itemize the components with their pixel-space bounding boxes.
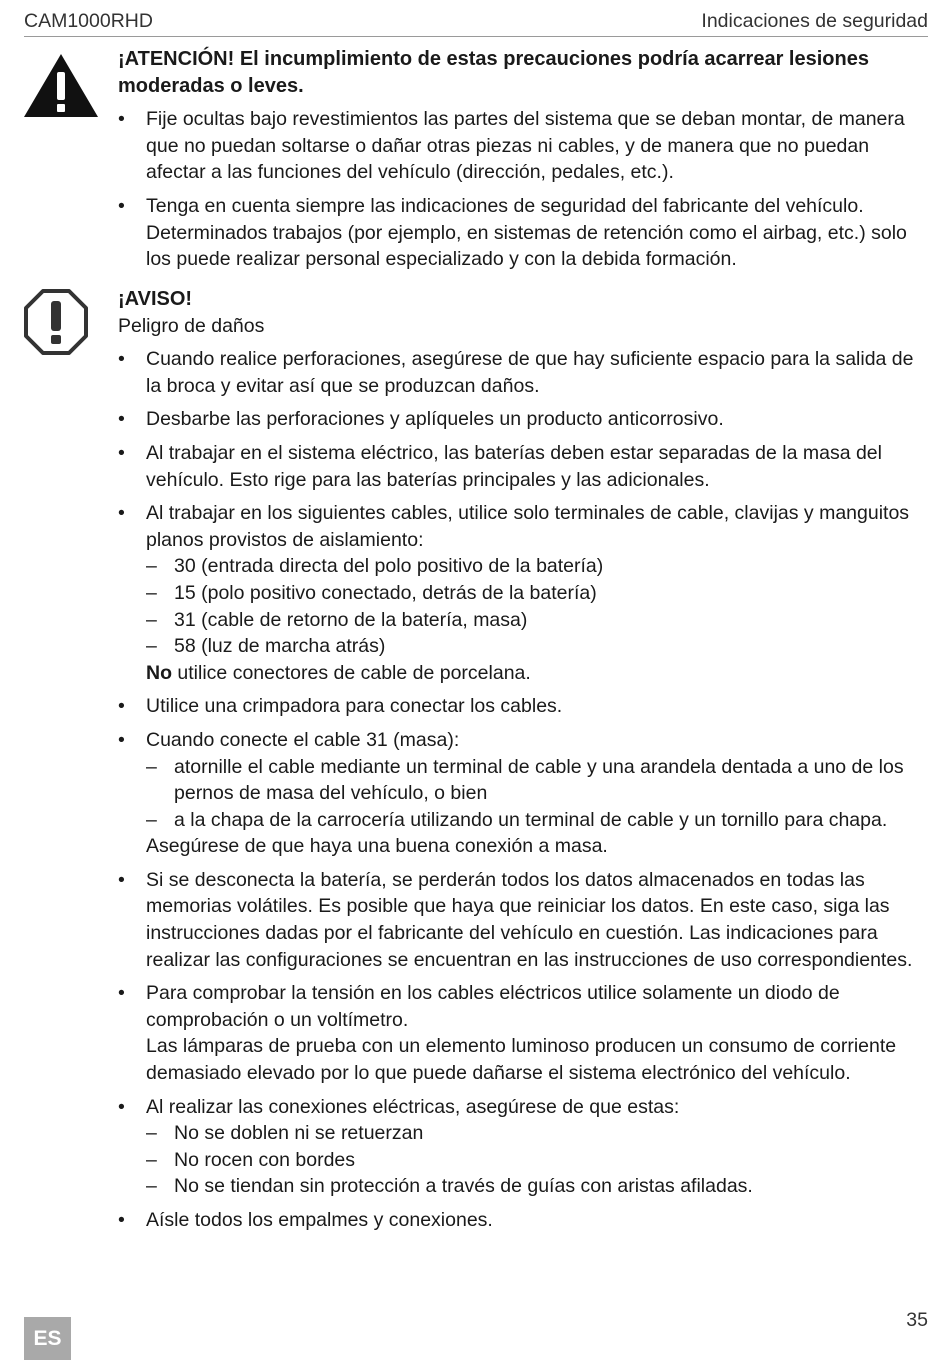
language-badge: ES (24, 1317, 71, 1360)
list-item-note: Asegúrese de que haya una buena conexión a masa. (146, 835, 608, 858)
sub-list-item: – No rocen con bordes (146, 1147, 930, 1174)
list-item: • Si se desconecta la batería, se perderán todos los datos almacenados en todas las memorias volátiles. Es posible que haya que reiniciar los datos. En este caso, siga las instrucciones dadas por el fabricante del vehículo en cuestión. Las indicaciones para realizar las configuraciones se encuentran en las instrucciones de uso correspondientes. (118, 867, 930, 973)
list-item: • Cuando realice perforaciones, asegúrese de que hay suficiente espacio para la salida de la broca y evitar así que se produzcan daños. (118, 346, 930, 399)
note-emphasis: No (146, 661, 172, 684)
sub-list (146, 553, 930, 659)
aviso-section (118, 286, 930, 1241)
sub-list-item: – 30 (entrada directa del polo positivo de la batería) (146, 553, 930, 580)
list-item-text: • Para comprobar la tensión en los cables eléctricos utilice solamente un diodo de comprobación o un voltímetro. (146, 982, 840, 1031)
page-header (24, 6, 928, 37)
list-item (118, 980, 930, 1086)
sub-list (146, 754, 930, 834)
list-item: • Desbarbe las perforaciones y aplíqueles un producto anticorrosivo. (118, 406, 930, 433)
list-item: • Aísle todos los empalmes y conexiones. (118, 1207, 930, 1234)
sub-list-item: – 31 (cable de retorno de la batería, masa) (146, 607, 930, 634)
page-number: 35 (906, 1309, 928, 1331)
list-item-text: • Cuando conecte el cable 31 (masa): (146, 728, 460, 751)
header-model: CAM1000RHD (24, 10, 153, 32)
list-item-note: Las lámparas de prueba con un elemento luminoso producen un consumo de corriente demasiado elevado por lo que puede dañarse el sistema electrónico del vehículo. (146, 1035, 897, 1085)
aviso-list (118, 346, 930, 1233)
list-item (118, 727, 930, 860)
atencion-list (118, 106, 930, 273)
list-item-note (146, 660, 930, 687)
aviso-subtitle: Peligro de daños (118, 314, 265, 337)
list-item: • Tenga en cuenta siempre las indicaciones de seguridad del fabricante del vehículo. Determinados trabajos (por ejemplo, en sistemas de retención como el airbag, etc.) solo los puede realizar personal especializado y con la debida formación. (118, 193, 930, 273)
atencion-section (118, 46, 930, 280)
sub-list-item: – a la chapa de la carrocería utilizando un terminal de cable y un tornillo para chapa. (146, 807, 930, 834)
sub-list-item: – 15 (polo positivo conectado, detrás de la batería) (146, 580, 930, 607)
octagon-exclamation-icon (23, 288, 89, 356)
sub-list (146, 1120, 930, 1200)
list-item-text: • Al trabajar en los siguientes cables, utilice solo terminales de cable, clavijas y manguitos planos provistos de aislamiento: (146, 502, 910, 551)
header-section-title: Indicaciones de seguridad (701, 10, 928, 32)
sub-list-item: – atornille el cable mediante un terminal de cable y una arandela dentada a uno de los pernos de masa del vehículo, o bien (146, 754, 930, 807)
list-item (118, 500, 930, 686)
list-item (118, 1094, 930, 1200)
note-text: utilice conectores de cable de porcelana. (172, 661, 531, 684)
list-item: • Al trabajar en el sistema eléctrico, las baterías deben estar separadas de la masa del vehículo. Esto rige para las baterías principales y las adicionales. (118, 440, 930, 493)
list-item: • Fije ocultas bajo revestimientos las partes del sistema que se deban montar, de manera que no puedan soltarse o dañar otras piezas ni cables, y de manera que no puedan afectar a las funciones del vehículo (dirección, pedales, etc.). (118, 106, 930, 186)
sub-list-item: – No se tiendan sin protección a través de guías con aristas afiladas. (146, 1173, 930, 1200)
sub-list-item: – 58 (luz de marcha atrás) (146, 633, 930, 660)
list-item-text: • Al realizar las conexiones eléctricas, asegúrese de que estas: (146, 1095, 680, 1118)
aviso-heading: ¡AVISO! (118, 288, 193, 310)
sub-list-item: – No se doblen ni se retuerzan (146, 1120, 930, 1147)
list-item: • Utilice una crimpadora para conectar los cables. (118, 693, 930, 720)
warning-triangle-icon (23, 52, 99, 118)
atencion-heading: ¡ATENCIÓN! El incumplimiento de estas precauciones podría acarrear lesiones moderadas o leves. (118, 48, 869, 97)
